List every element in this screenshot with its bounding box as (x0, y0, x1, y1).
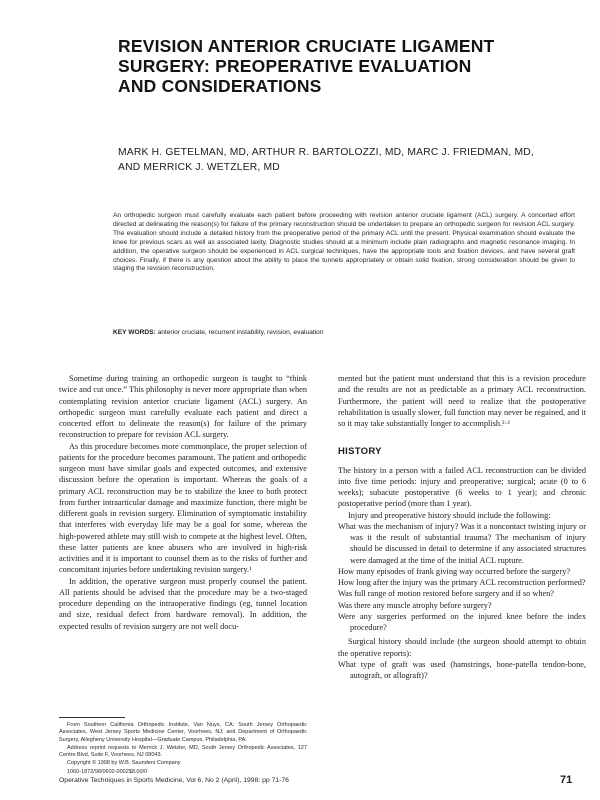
footnote-reprints: Address reprint requests to Merrick J. Wetzler, MD, South Jersey Orthopedic Associates, 127 Centre Blvd, Suite F, Voorhees, NJ 08043. (59, 744, 307, 759)
journal-footer: Operative Techniques in Sports Medicine, Vol 6, No 2 (April), 1998: pp 71-76 (59, 777, 289, 784)
author-line: AND MERRICK J. WETZLER, MD (118, 162, 280, 173)
keywords-label: KEY WORDS: (113, 329, 156, 336)
body-paragraph: Surgical history should include (the surgeon should attempt to obtain the operative reports): (338, 637, 586, 658)
right-column (338, 373, 586, 681)
footnote-affiliations: From Southern California Orthopedic Institute, Van Nuys, CA; South Jersey Orthopaedic Associates, West Jersey Sports Medicine Center, Voorhees, NJ; and Department of Orthopaedic Surgery, Allegheny University Hospital—Graduate Campus, Philadelphia, PA. (59, 722, 307, 743)
page-number: 71 (560, 774, 573, 786)
body-paragraph: As this procedure becomes more commonplace, the proper selection of patients for the procedure becomes paramount. The patient and orthopedic surgeon must have similar goals and expected outcomes, and extensive discussion before the operation is important. Whereas the goals of a primary ACL reconstruction may be to stabilize the knee to both protect from further intraarticular damage and maximize function, there might be different goals in revision surgery. Elimination of symptomatic instability that interferes with everyday life may be a goal for some, whereas the high-powered athlete may still wish to compete at the highest level. Often, these latter patients are knee abusers who are involved in high-risk activities and it is important to counsel them as to the risks of further and concomitant injuries before undertaking revision surgery.¹ (59, 441, 307, 575)
footnote-rule (59, 717, 125, 718)
footnote-copyright: Copyright © 1998 by W.B. Saunders Company (67, 760, 181, 767)
question-item: Were any surgeries performed on the injured knee before the index procedure? (338, 611, 586, 632)
body-paragraph: mented but the patient must understand that this is a revision procedure and the results are not as predictable as a primary ACL reconstruction. Furthermore, the patient will need to realize that the postoperative rehabilitation is usually slower, full function may never be regained, and it so it may take substantially longer to accomplish.²·³ (338, 374, 586, 428)
keywords-text: anterior cruciate, recurrent instability, revision, evaluation (157, 329, 324, 336)
body-paragraph: Sometime during training an orthopedic surgeon is taught to “think twice and cut once.” This philosophy is never more appropriate than when contemplating revision anterior cruciate ligament (ACL) surgery. An orthopedic surgeon must carefully evaluate each patient and direct a concerted effort to delineate the reason(s) for failure of the primary reconstruction to prepare for revision ACL surgery. (59, 374, 307, 440)
title-line: SURGERY: PREOPERATIVE EVALUATION (118, 56, 472, 76)
author-line: MARK H. GETELMAN, MD, ARTHUR R. BARTOLOZZI, MD, MARC J. FRIEDMAN, MD, (118, 147, 534, 158)
author-list (118, 145, 588, 175)
title-line: REVISION ANTERIOR CRUCIATE LIGAMENT (118, 36, 495, 56)
article-title (118, 36, 578, 96)
body-paragraph: In addition, the operative surgeon must properly counsel the patient. All patients should be advised that the procedure may be a two-staged procedure depending on the intraoperative findings (eg, tunnel location and size, residual defect from hardware removal). In addition, the expected results of revision surgery are not well docu- (59, 576, 307, 631)
question-item: How long after the injury was the primary ACL reconstruction performed? (338, 578, 586, 587)
question-item: What was the mechanism of injury? Was it a noncontact twisting injury or was it the result of substantial trauma? The mechanism of injury should be discussed in detail to determine if any associated structures were damaged at the time of the initial ACL rupture. (338, 521, 586, 565)
title-line: AND CONSIDERATIONS (118, 76, 322, 96)
footnotes (59, 722, 307, 777)
footnote-code: 1060-1872/98/0602-0002$8.00/0 (67, 768, 148, 775)
keywords (113, 328, 575, 337)
left-column (59, 373, 307, 632)
body-paragraph: The history in a person with a failed ACL reconstruction can be divided into five time periods: injury and preoperative; surgical; acute (0 to 6 weeks); subacute postoperative (6 weeks to 1 year); and chronic postoperative period (more than 1 year). (338, 465, 586, 509)
question-item: How many episodes of frank giving way occurred before the surgery? (338, 566, 571, 576)
abstract: An orthopedic surgeon must carefully evaluate each patient before proceeding with revision anterior cruciate ligament (ACL) surgery. A concerted effort directed at delineating the reason(s) for failure of the primary reconstruction should be undertaken to prepare an orthopedic surgeon for revision ACL surgery. The evaluation should include a detailed history from the preoperative period of the primary ACL until the present. Physical examination should evaluate the knee for previous scars as well as associated laxity. Diagnostic studies should at a minimum include plain radiographs and magnetic resonance imaging. In addition, the operative surgeon should be experienced in ACL surgical techniques, have the appropriate tools and fixation devices, and have several graft choices. Finally, if there is any question about the ability to place the tunnels appropriately or obtain solid fixation, strong consideration should be given to staging the revision reconstruction. (113, 212, 575, 273)
section-heading-history: HISTORY (338, 446, 382, 458)
body-paragraph: Injury and preoperative history should include the following: (348, 510, 551, 520)
question-item: Was full range of motion restored before surgery and if so when? (338, 589, 554, 599)
question-item: Was there any muscle atrophy before surgery? (338, 600, 492, 610)
question-item: What type of graft was used (hamstrings, bone-patella tendon-bone, autograft, or allograft)? (338, 659, 586, 680)
